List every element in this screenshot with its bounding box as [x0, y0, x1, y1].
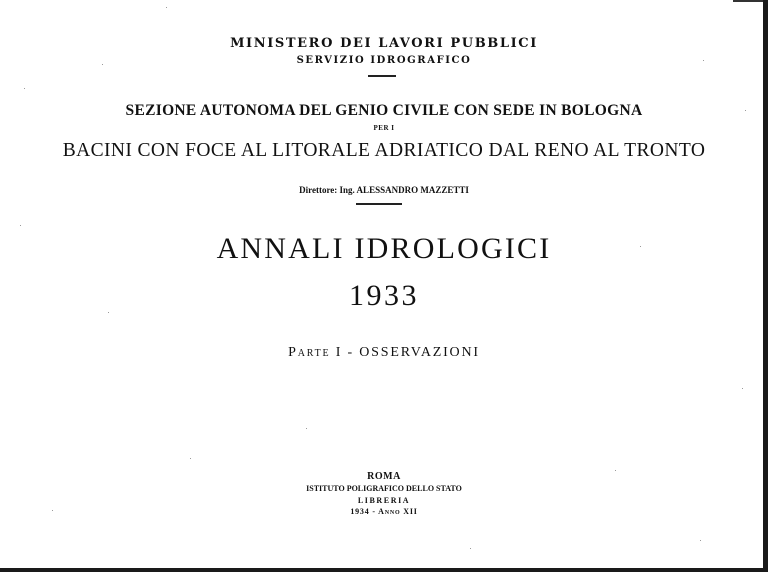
document-year: 1933 [349, 279, 419, 312]
scan-speck [24, 88, 25, 89]
scan-speck [742, 388, 743, 389]
director-line: Direttore: Ing. ALESSANDRO MAZZETTI [299, 185, 469, 195]
scan-speck [700, 540, 701, 541]
scan-speck [20, 225, 21, 226]
imprint-publisher: ISTITUTO POLIGRAFICO DELLO STATO [306, 484, 462, 493]
scan-speck [166, 7, 167, 8]
imprint-city: ROMA [367, 471, 401, 482]
scan-speck [470, 548, 471, 549]
scan-border-bottom [0, 568, 768, 572]
scan-speck [703, 60, 704, 61]
ornament-rule [368, 75, 396, 77]
scan-speck [306, 428, 307, 429]
imprint-date: 1934 - Anno XII [350, 507, 418, 516]
imprint-library: LIBRERIA [357, 496, 411, 505]
service-heading: SERVIZIO IDROGRAFICO [296, 55, 472, 66]
director-rule [356, 203, 402, 205]
basins-heading: BACINI CON FOCE AL LITORALE ADRIATICO DAL RENO AL TRONTO [62, 140, 706, 161]
scan-border-top [733, 0, 763, 2]
part-heading: Parte I - OSSERVAZIONI [288, 345, 480, 360]
scan-speck [108, 312, 109, 313]
document-title: ANNALI IDROLOGICI [216, 232, 552, 265]
ministry-heading: MINISTERO DEI LAVORI PUBBLICI [230, 36, 538, 51]
per-label: PER I [373, 124, 395, 132]
scan-speck [190, 458, 191, 459]
section-heading: SEZIONE AUTONOMA DEL GENIO CIVILE CON SEDE IN BOLOGNA [125, 102, 643, 119]
scan-speck [615, 470, 616, 471]
scan-speck [640, 246, 641, 247]
scan-speck [52, 510, 53, 511]
scan-speck [102, 64, 103, 65]
scan-speck [745, 110, 746, 111]
